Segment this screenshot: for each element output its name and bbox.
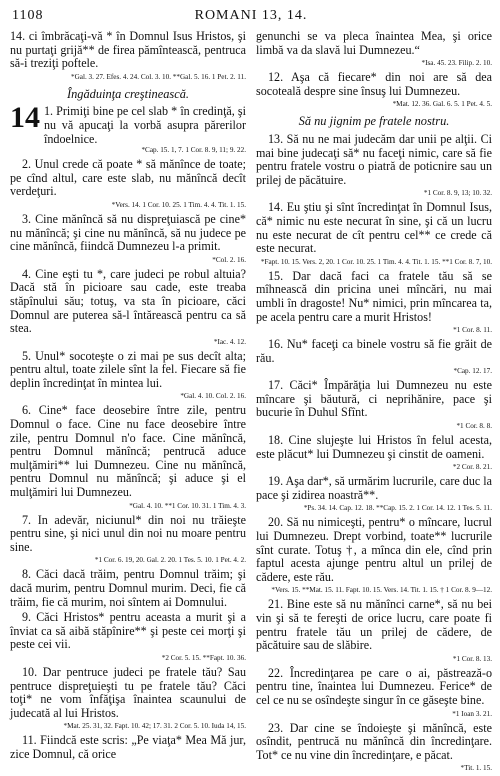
verse-14-9: 9. Căci Hristos* pentru aceasta a murit şi a înviat ca să aibă stăpînire** şi peste cei morţi şi peste cei vii. [10,610,246,652]
cross-reference: *Gal. 4. 10. Col. 2. 16. [180,392,246,401]
verse-14-1: 1. Primiţi bine pe cel slab * în credinţă, şi nu vă apucaţi la vorbă asupra părerilor îndoelnice. [44,104,246,146]
verse-14-20: 20. Să nu nimiceşti, pentru* o mîncare, lucrul lui Dumnezeu. Drept vorbind, toate** lucrurile sînt curate. Totuş †, a mînca din ele, cînd prin faptul acesta ajunge pentru altul un prilej de cădere, este rău. [256,515,492,584]
cross-reference: *Gal. 4. 10. **1 Cor. 10. 31. 1 Tim. 4. 3. [129,501,246,510]
cross-reference: *Tit. 1. 15. [460,764,492,773]
cross-reference: *Iac. 4. 12. [213,337,246,346]
verse-14-6: 6. Cine* face deosebire între zile, pentru Domnul o face. Cine nu face deosebire între zile, pentru Domnul n'o face. Cine mănîncă, pentru Domnul mănîncă; pentrucă aduce mulţămiri** lui Dumnezeu. Cine nu mănîncă, pentru Domnul nu mănîncă; şi aduce şi el mulţămiri lui Dumnezeu. [10,403,246,500]
text-columns [10,30,492,776]
section-heading: Îngăduinţa creştinească. [66,86,190,101]
cross-reference: *Gal. 3. 27. Efes. 4. 24. Col. 3. 10. **Gal. 5. 16. 1 Pet. 2. 11. [70,72,246,81]
verse-13-14: 14. ci îmbrăcaţi-vă * în Domnul Isus Hristos, şi nu purtaţi grijă** de firea pămîntească, pentruca să-i treziţi poftele. [10,29,246,71]
page-number: 1108 [12,8,44,23]
verse-14-13: 13. Să nu ne mai judecăm dar unii pe alţii. Ci mai bine judecaţi să* nu faceţi nimic, care să fie pentru fratele vostru o piatră de poticnire sau un prilej de păcătuire. [256,131,492,187]
verse-14-21: 21. Bine este să nu mănînci carne*, să nu bei vin şi să te fereşti de orice lucru, care poate fi pentru fratele tău un prilej de cădere, de păcătuire sau de slăbire. [256,597,492,653]
verse-14-17: 17. Căci* Împărăţia lui Dumnezeu nu este mîncare şi băutură, ci neprihănire, pace şi bucurie în Duhul Sfînt. [256,378,492,420]
cross-reference: *Vers. 15. **Mat. 15. 11. Fapt. 10. 15. Vers. 14. Tit. 1. 15. † 1 Cor. 8. 9—12. [271,586,492,595]
cross-reference: *Mat. 25. 31, 32. Fapt. 10. 42; 17. 31. 2 Cor. 5. 10. Iuda 14, 15. [63,722,246,731]
cross-reference: *Isa. 45. 23. Filip. 2. 10. [421,59,492,68]
cross-reference: *1 Cor. 8. 9, 13; 10. 32. [423,189,492,198]
verse-14-22: 22. Încredinţarea pe care o ai, păstrează-o pentru tine, înaintea lui Dumnezeu. Ferice* de cel ce nu se osîndeşte singur în ce găseşte bine. [256,665,492,707]
verse-14-4: 4. Cine eşti tu *, care judeci pe robul altuia? Dacă stă în picioare sau cade, este treaba stăpînului său; totuş, va sta în picioare, căci Domnul are puterea să-l întărească pentru ca să stea. [10,266,246,336]
verse-14-14: 14. Eu ştiu şi sînt încredinţat în Domnul Isus, că* nimic nu este necurat în sine, şi că un lucru nu este necurat de cît pentru cel** ce crede că este necurat. [256,200,492,256]
cross-reference: *1 Cor. 6. 19, 20. Gal. 2. 20. 1 Tes. 5. 10. 1 Pet. 4. 2. [94,556,246,565]
cross-reference: *2 Cor. 8. 21. [452,463,492,472]
verse-14-10: 10. Dar pentruce judeci pe fratele tău? Sau pentruce dispreţuieşti tu pe fratele tău? Căci toţi* ne vom înfăţişa înaintea scaunului de judecată al lui Hristos. [10,664,246,720]
chapter-number: 14 [10,101,40,135]
verse-14-3: 3. Cine mănîncă să nu dispreţuiască pe cine* nu mănîncă; şi cine nu mănîncă, să nu judece pe cine mănîncă, fiindcă Dumnezeu l-a primit. [10,211,246,254]
page-header [10,8,492,26]
verse-14-16: 16. Nu* faceţi ca binele vostru să fie grăit de rău. [256,337,492,365]
left-column [10,30,246,776]
verse-14-18: 18. Cine slujeşte lui Hristos în felul acesta, este plăcut* lui Dumnezeu şi cinstit de oameni. [256,433,492,461]
running-title: ROMANI 13, 14. [194,8,308,23]
verse-14-11: 11. Fiindcă este scris: „Pe viaţa* Mea Mă jur, zice Domnul, că orice [10,733,246,761]
cross-reference: *Col. 2. 16. [212,255,246,264]
cross-reference: *Vers. 14. 1 Cor. 10. 25. 1 Tim. 4. 4. Tit. 1. 15. [111,200,246,209]
cross-reference: *Mat. 12. 36. Gal. 6. 5. 1 Pet. 4. 5. [392,100,492,109]
cross-reference: *1 Cor. 8. 13. [452,654,492,663]
section-heading: Să nu jignim pe fratele nostru. [298,114,450,129]
cross-reference: *Cap. 15. 1, 7. 1 Cor. 8. 9, 11; 9. 22. [141,146,246,155]
cross-reference: *Ps. 34. 14. Cap. 12. 18. **Cap. 15. 2. 1 Cor. 14. 12. 1 Tes. 5. 11. [303,504,492,513]
verse-14-5: 5. Unul* socoteşte o zi mai pe sus decît alta; pentru altul, toate zilele sînt la fel. Fiecare să fie deplin încredinţat în mintea lui. [10,348,246,390]
right-column [256,30,492,776]
cross-reference: *2 Cor. 5. 15. **Fapt. 10. 36. [161,653,246,662]
verse-14-19: 19. Aşa dar*, să urmărim lucrurile, care duc la pace şi zidirea noastră**. [256,474,492,502]
cross-reference: *1 Cor. 8. 8. [456,422,492,431]
cross-reference: *1 Ioan 3. 21. [452,709,492,718]
verse-14-12: 12. Aşa că fiecare* din noi are să dea socoteală despre sine însuş lui Dumnezeu. [256,70,492,98]
verse-14-2: 2. Unul crede că poate * să mănînce de toate; pe cînd altul, care este slab, nu mănîncă decît verdeţuri. [10,157,246,199]
cross-reference: *Fapt. 10. 15. Vers. 2, 20. 1 Cor. 10. 25. 1 Tim. 4. 4. Tit. 1. 15. **1 Cor. 8. 7, 10. [260,257,492,266]
cross-reference: *1 Cor. 8. 11. [453,326,492,335]
verse-14-15: 15. Dar dacă faci ca fratele tău să se mîhnească din pricina unei mîncări, nu mai umbli în dragoste! Nu* nimici, prin mîncarea ta, pe acela pentru care a murit Hristos! [256,268,492,324]
verse-14-11-continued: genunchi se va pleca înaintea Mea, şi orice limbă va da slavă lui Dumnezeu.“ [256,29,492,57]
chapter-start [10,101,246,146]
verse-14-7: 7. In adevăr, niciunul* din noi nu trăieşte pentru sine, şi nici unul din noi nu moare pentru sine. [10,512,246,554]
cross-reference: *Cap. 12. 17. [453,367,492,376]
verse-14-8: 8. Căci dacă trăim, pentru Domnul trăim; şi dacă murim, pentru Domnul murim. Deci, fie că trăim, fie că murim, noi sîntem ai Domnului. [10,567,246,609]
verse-14-23: 23. Dar cine se îndoieşte şi mănîncă, este osîndit, pentrucă nu mănîncă din încredinţare. Tot* ce nu vine din încredinţare, e păcat. [256,720,492,762]
